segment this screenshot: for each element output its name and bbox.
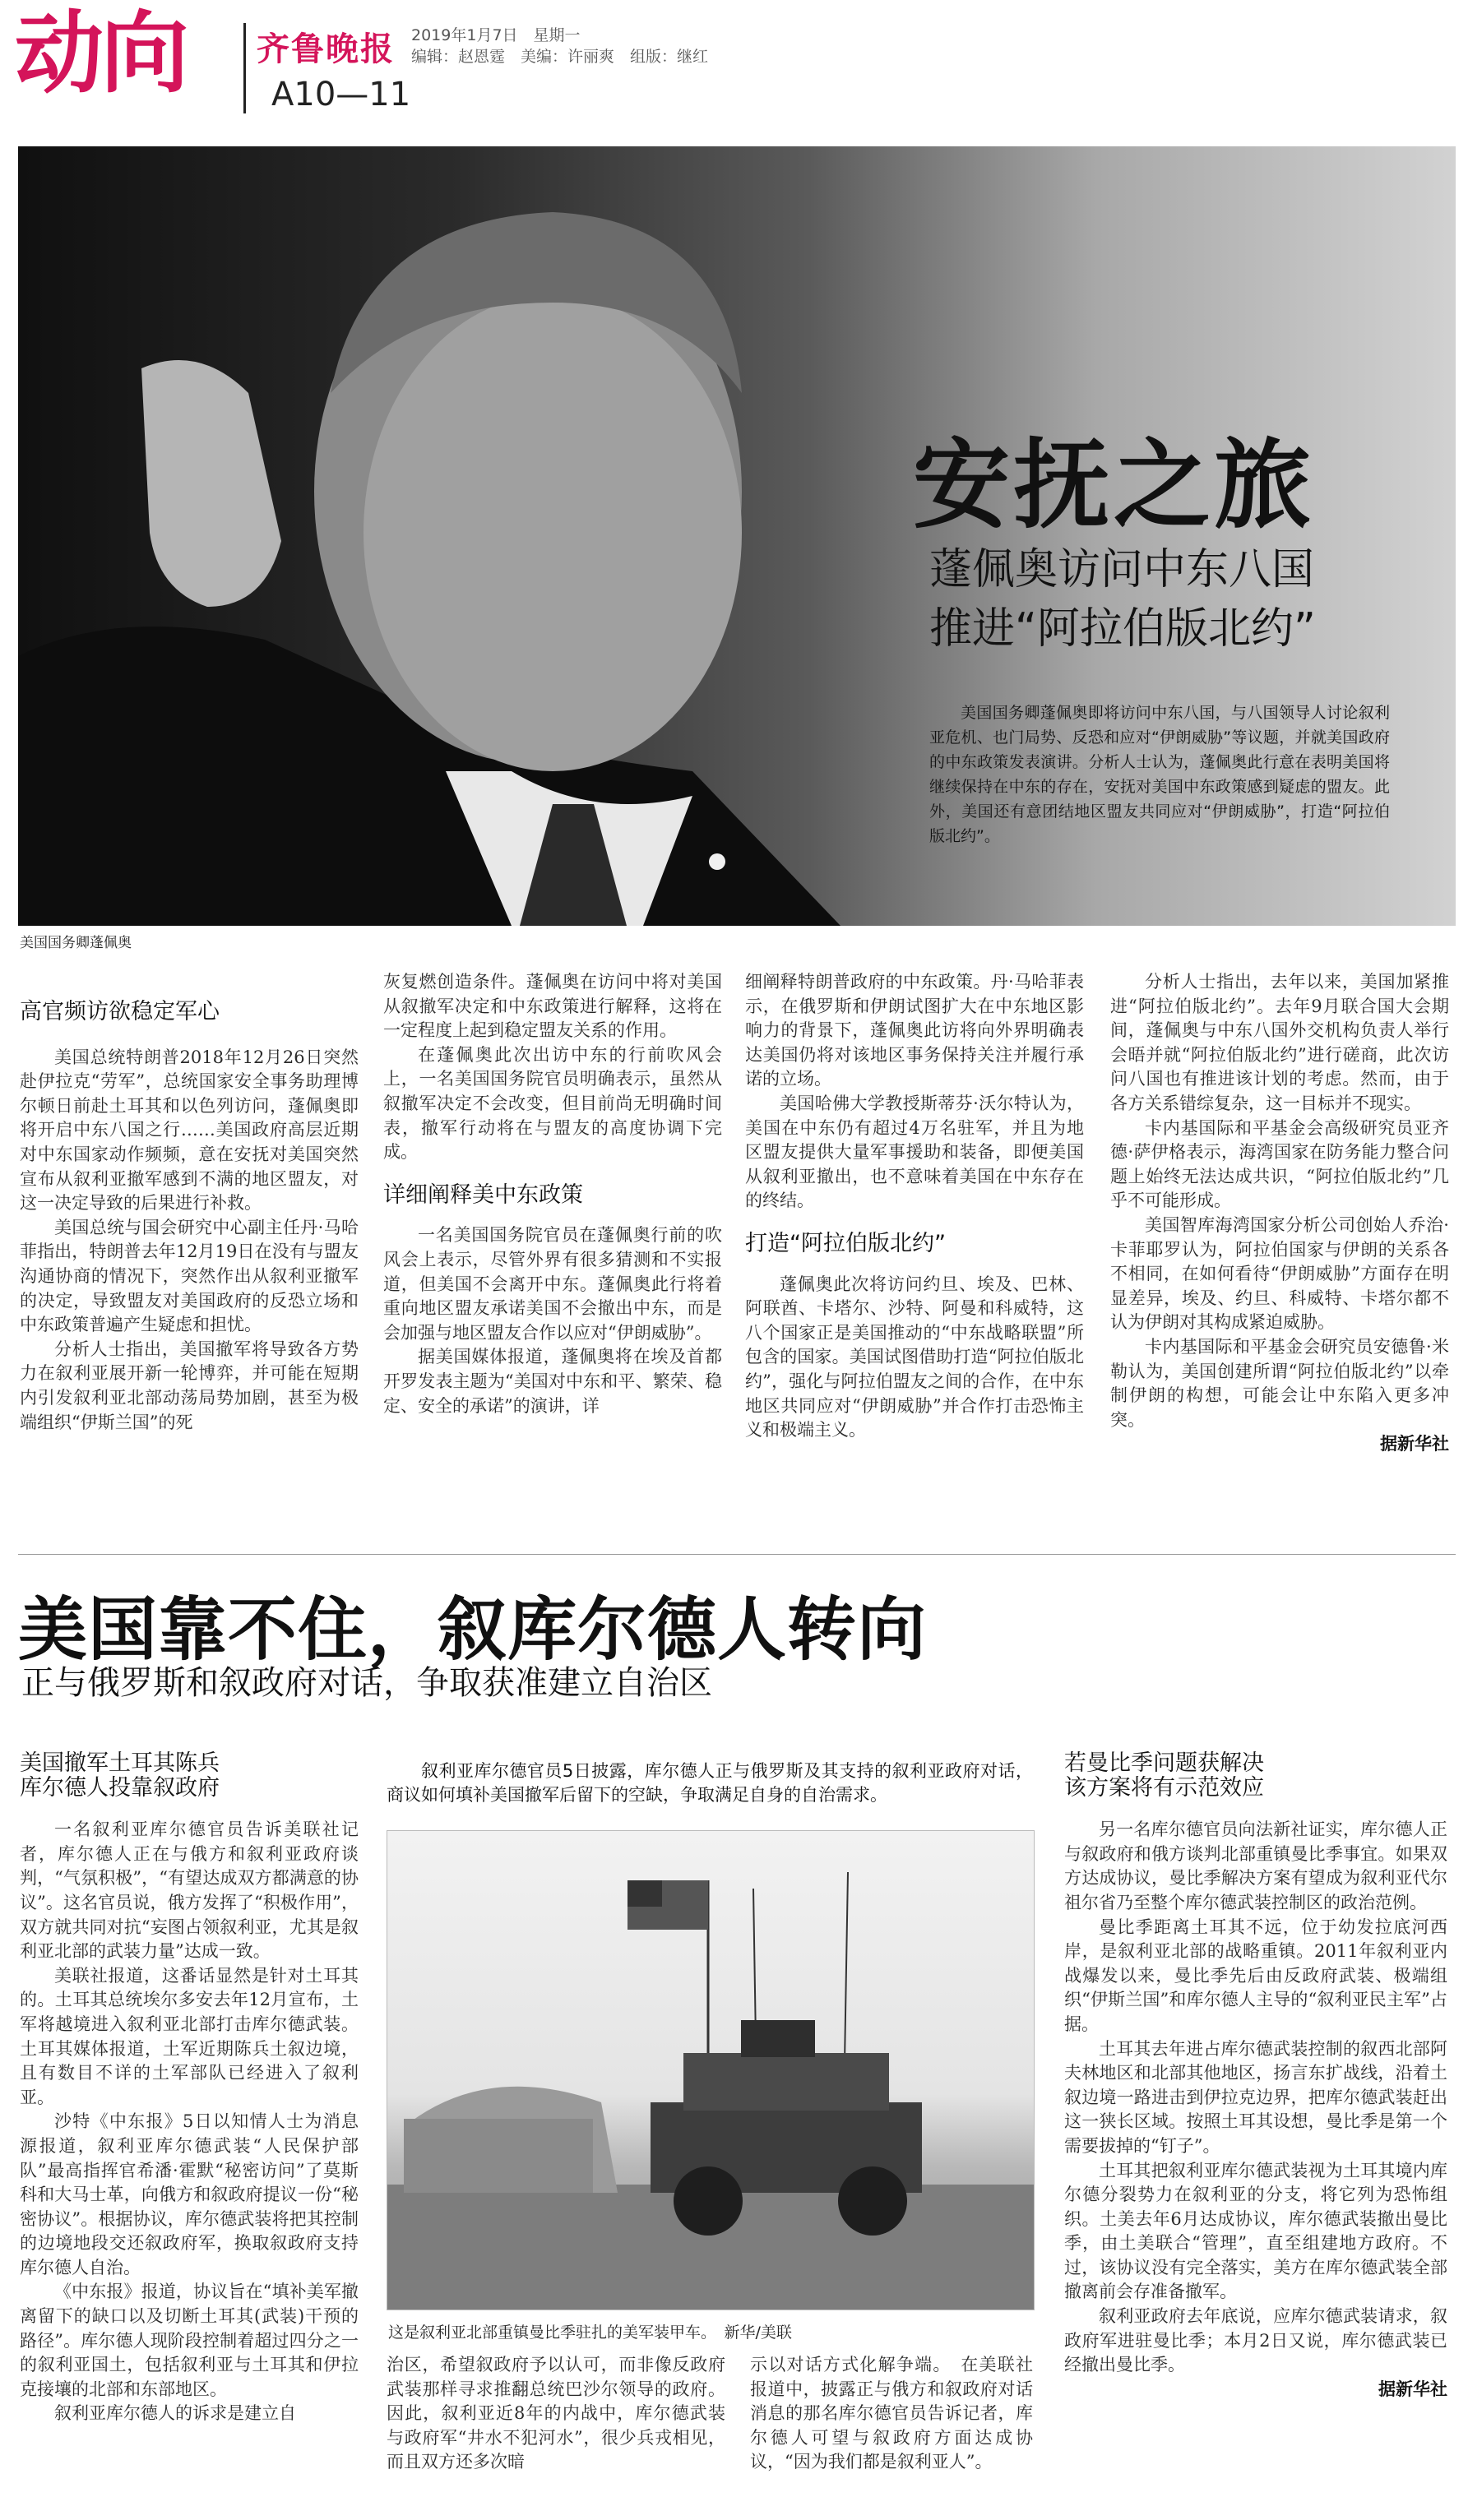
paragraph: 美国总统特朗普2018年12月26日突然赴伊拉克“劳军”，总统国家安全事务助理博尔顿日前赴土耳其和以色列访问，蓬佩奥即将开启中东八国之行……美国政府高层近期对中东国家动作频频，意在安抚对美国突然宣布从叙利亚撤军感到不满的地区盟友，对这一决定导致的后果进行补救。 <box>20 1047 359 1214</box>
hero-subtitle-2: 推进“阿拉伯版北约” <box>929 604 1316 654</box>
story2-middle-left <box>387 2353 725 2475</box>
story2-middle-right <box>750 2353 1033 2475</box>
hero-lead-paragraph: 美国国务卿蓬佩奥即将访问中东八国，与八国领导人讨论叙利亚危机、也门局势、反恐和应对“伊朗威胁”等议题，并就美国政府的中东政策发表演讲。分析人士认为，蓬佩奥此行意在表明美国将继续保持在中东的存在，安抚对美国中东政策感到疑虑的盟友。此外，美国还有意团结地区盟友共同应对“伊朗威胁”，打造“阿拉伯版北约”。 <box>929 704 1390 845</box>
story2-right-column <box>1064 1751 1447 2402</box>
paragraph: 土耳其把叙利亚库尔德武装视为土耳其境内库尔德分裂势力在叙利亚的分支，将它列为恐怖组织。土美去年6月达成协议，库尔德武装撤出曼比季，由土美联合“管理”，直至组建地方政府。不过，该协议没有完全落实，美方在库尔德武装全部撤离前会存准备撤军。 <box>1064 2160 1447 2302</box>
paragraph: 另一名库尔德官员向法新社证实，库尔德人正与叙政府和俄方谈判北部重镇曼比季事宜。如果双方达成协议，曼比季解决方案有望成为叙利亚代尔祖尔省乃至整个库尔德武装控制区的政治范例。 <box>1064 1819 1447 1912</box>
story2-headline: 美国靠不住，叙库尔德人转向 <box>18 1589 928 1670</box>
paragraph: 一名美国国务院官员在蓬佩奥行前的吹风会上表示，尽管外界有很多猜测和不实报道，但美国不会离开中东。蓬佩奥此行将着重向地区盟友承诺美国不会撤出中东，而是会加强与地区盟友合作以应对“伊朗威胁”。 <box>383 1225 722 1343</box>
paragraph: 美国总统与国会研究中心副主任丹·马哈菲指出，特朗普去年12月19日在没有与盟友沟通协商的情况下，突然作出从叙利亚撤军的决定，导致盟友对美国政府的反恐立场和中东政策普遍产生疑虑和担忧。 <box>20 1217 359 1335</box>
subhead-line-1: 美国撤军土耳其陈兵 <box>20 1750 220 1776</box>
hero-title: 安抚之旅 <box>913 428 1315 542</box>
hero-caption: 美国国务卿蓬佩奥 <box>20 935 132 951</box>
paragraph: 分析人士指出，美国撤军将导致各方势力在叙利亚展开新一轮博弈，并可能在短期内引发叙利亚北部动荡局势加剧，甚至为极端组织“伊斯兰国”的死 <box>20 1339 359 1432</box>
subhead-line-2: 库尔德人投靠叙政府 <box>20 1774 220 1801</box>
photo-lead-text: 叙利亚库尔德官员5日披露，库尔德人正与俄罗斯及其支持的叙利亚政府对话，商议如何填补美国撤军后留下的空缺，争取满足自身的自治需求。 <box>387 1761 1033 1805</box>
paragraph: 美联社报道，这番话显然是针对土耳其的。土耳其总统埃尔多安去年12月宣布，土军将越境进入叙利亚北部打击库尔德武装。土耳其媒体报道，土军近期陈兵土叙边境，且有数目不详的土军部队已经进入了叙利亚。 <box>20 1965 359 2107</box>
paragraph: 卡内基国际和平基金会研究员安德鲁·米勒认为，美国创建所谓“阿拉伯版北约”以牵制伊朗的构想，可能会让中东陷入更多冲突。 <box>1110 1336 1449 1430</box>
byline: 据新华社 <box>1378 2379 1447 2399</box>
page-numbers: A10—11 <box>271 76 411 113</box>
paragraph: 分析人士指出，去年以来，美国加紧推进“阿拉伯版北约”。去年9月联合国大会期间，蓬佩奥与中东八国外交机构负责人举行会晤并就“阿拉伯版北约”进行磋商，此次访问八国也有推进该计划的考虑。然而，由于各方关系错综复杂，这一目标并不现实。 <box>1110 972 1449 1113</box>
story2-deck: 正与俄罗斯和叙政府对话，争取获准建立自治区 <box>21 1664 712 1702</box>
paragraph: 卡内基国际和平基金会高级研究员亚齐德·萨伊格表示，海湾国家在防务能力整合问题上始终无法达成共识，“阿拉伯版北约”几乎不可能形成。 <box>1110 1117 1449 1211</box>
subhead-stabilize: 高官频访欲稳定军心 <box>20 999 220 1024</box>
section-title: 动向 <box>15 2 187 105</box>
paragraph: 土耳其去年进占库尔德武装控制的叙西北部阿夫林地区和北部其他地区，扬言东扩战线，沿着土叙边境一路进击到伊拉克边界，把库尔德武装赶出这一狭长区域。按照土耳其设想，曼比季是第一个需要拔掉的“钉子”。 <box>1064 2038 1447 2156</box>
paragraph: 一名叙利亚库尔德官员告诉美联社记者，库尔德人正在与俄方和叙利亚政府谈判，“气氛积极”，“有望达成双方都满意的协议”。这名官员说，俄方发挥了“积极作用”，双方就共同对抗“妄图占领叙利亚，尤其是叙利亚北部的武装力量”达成一致。 <box>20 1819 359 1962</box>
subhead-line-2: 该方案将有示范效应 <box>1064 1774 1264 1801</box>
paragraph: 灰复燃创造条件。蓬佩奥在访问中将对美国从叙撤军决定和中东政策进行解释，这将在一定程度上起到稳定盟友关系的作用。 <box>383 972 722 1041</box>
story1-column-1 <box>20 970 359 1435</box>
subhead-policy: 详细阐释美中东政策 <box>383 1181 583 1208</box>
date-line: 2019年1月7日 星期一 <box>411 26 581 44</box>
paragraph: 据美国媒体报道，蓬佩奥将在埃及首都开罗发表主题为“美国对中东和平、繁荣、稳定、安全的承诺”的演讲，详 <box>383 1347 722 1416</box>
paragraph: 美国智库海湾国家分析公司创始人乔治·卡菲耶罗认为，阿拉伯国家与伊朗的关系各不相同，在如何看待“伊朗威胁”方面存在明显差异，埃及、约旦、科威特、卡塔尔都不认为伊朗对其构成紧迫威胁。 <box>1110 1214 1449 1333</box>
paragraph: 美国哈佛大学教授斯蒂芬·沃尔特认为，美国在中东仍有超过4万名驻军，并且为地区盟友提供大量军事援助和装备，即便美国从叙利亚撤出，也不意味着美国在中东存在的终结。 <box>745 1093 1084 1211</box>
subhead-line-1: 若曼比季问题获解决 <box>1064 1750 1264 1776</box>
armored-vehicle-photo <box>387 1830 1035 2310</box>
byline: 据新华社 <box>1380 1434 1449 1454</box>
story1-column-4 <box>1110 970 1449 1457</box>
section-divider <box>18 1554 1456 1555</box>
story1-column-3 <box>745 970 1084 1443</box>
paragraph: 蓬佩奥此次将访问约旦、埃及、巴林、阿联酋、卡塔尔、沙特、阿曼和科威特，这八个国家正是美国推动的“中东战略联盟”所包含的国家。美国试图借助打造“阿拉伯版北约”，强化与阿拉伯盟友之间的合作，在中东地区共同应对“伊朗威胁”并合作打击恐怖主义和极端主义。 <box>745 1274 1084 1440</box>
masthead-divider <box>243 23 246 113</box>
paragraph: 叙利亚政府去年底说，应库尔德武装请求，叙政府军进驻曼比季；本月2日又说，库尔德武装已经撤出曼比季。 <box>1064 2306 1447 2375</box>
armored-vehicle-illustration <box>387 1831 1034 2310</box>
paragraph: 示以对话方式化解争端。 在美联社报道中，披露正与俄方和叙政府对话消息的那名库尔德官员告诉记者，库尔德人可望与叙政府方面达成协议，“因为我们都是叙利亚人”。 <box>750 2355 1033 2472</box>
paragraph: 在蓬佩奥此次出访中东的行前吹风会上，一名美国国务院官员明确表示，虽然从叙撤军决定不会改变，但目前尚无明确时间表，撤军行动将在与盟友的高度协调下完成。 <box>383 1044 722 1163</box>
photo-caption: 这是叙利亚北部重镇曼比季驻扎的美军装甲车。 新华/美联 <box>388 2323 792 2342</box>
paragraph: 曼比季距离土耳其不远，位于幼发拉底河西岸，是叙利亚北部的战略重镇。2011年叙利亚内战爆发以来，曼比季先后由反政府武装、极端组织“伊斯兰国”和库尔德人主导的“叙利亚民主军”占据。 <box>1064 1917 1447 2034</box>
story2-left-column <box>20 1751 359 2426</box>
hero-subtitle-1: 蓬佩奥访问中东八国 <box>929 545 1315 594</box>
paper-logo: 齐鲁晚报 <box>257 30 395 68</box>
staff-line: 编辑：赵恩霆 美编：许丽爽 组版：继红 <box>411 48 709 66</box>
paragraph: 治区，希望叙政府予以认可，而非像反政府武装那样寻求推翻总统巴沙尔领导的政府。因此，叙利亚近8年的内战中，库尔德武装与政府军“井水不犯河水”，很少兵戎相见，而且双方还多次暗 <box>387 2355 725 2472</box>
paragraph: 《中东报》报道，协议旨在“填补美军撤离留下的缺口以及切断土耳其(武装)干预的路径”。库尔德人现阶段控制着超过四分之一的叙利亚国土，包括叙利亚与土耳其和伊拉克接壤的北部和东部地区。 <box>20 2282 359 2399</box>
paragraph: 细阐释特朗普政府的中东政策。丹·马哈菲表示，在俄罗斯和伊朗试图扩大在中东地区影响力的背景下，蓬佩奥此访将向外界明确表达美国仍将对该地区事务保持关注并履行承诺的立场。 <box>745 972 1084 1089</box>
paragraph: 叙利亚库尔德人的诉求是建立自 <box>54 2403 296 2424</box>
paragraph: 沙特《中东报》5日以知情人士为消息源报道，叙利亚库尔德武装“人民保护部队”最高指挥官希潘·霍默“秘密访问”了莫斯科和大马士革，向俄方和叙政府提议一份“秘密协议”。根据协议，库尔德武装将把其控制的边境地段交还叙政府军，换取叙政府支持库尔德人自治。 <box>20 2111 359 2277</box>
story1-column-2 <box>383 970 722 1418</box>
subhead-arab-nato: 打造“阿拉伯版北约” <box>745 1230 946 1256</box>
